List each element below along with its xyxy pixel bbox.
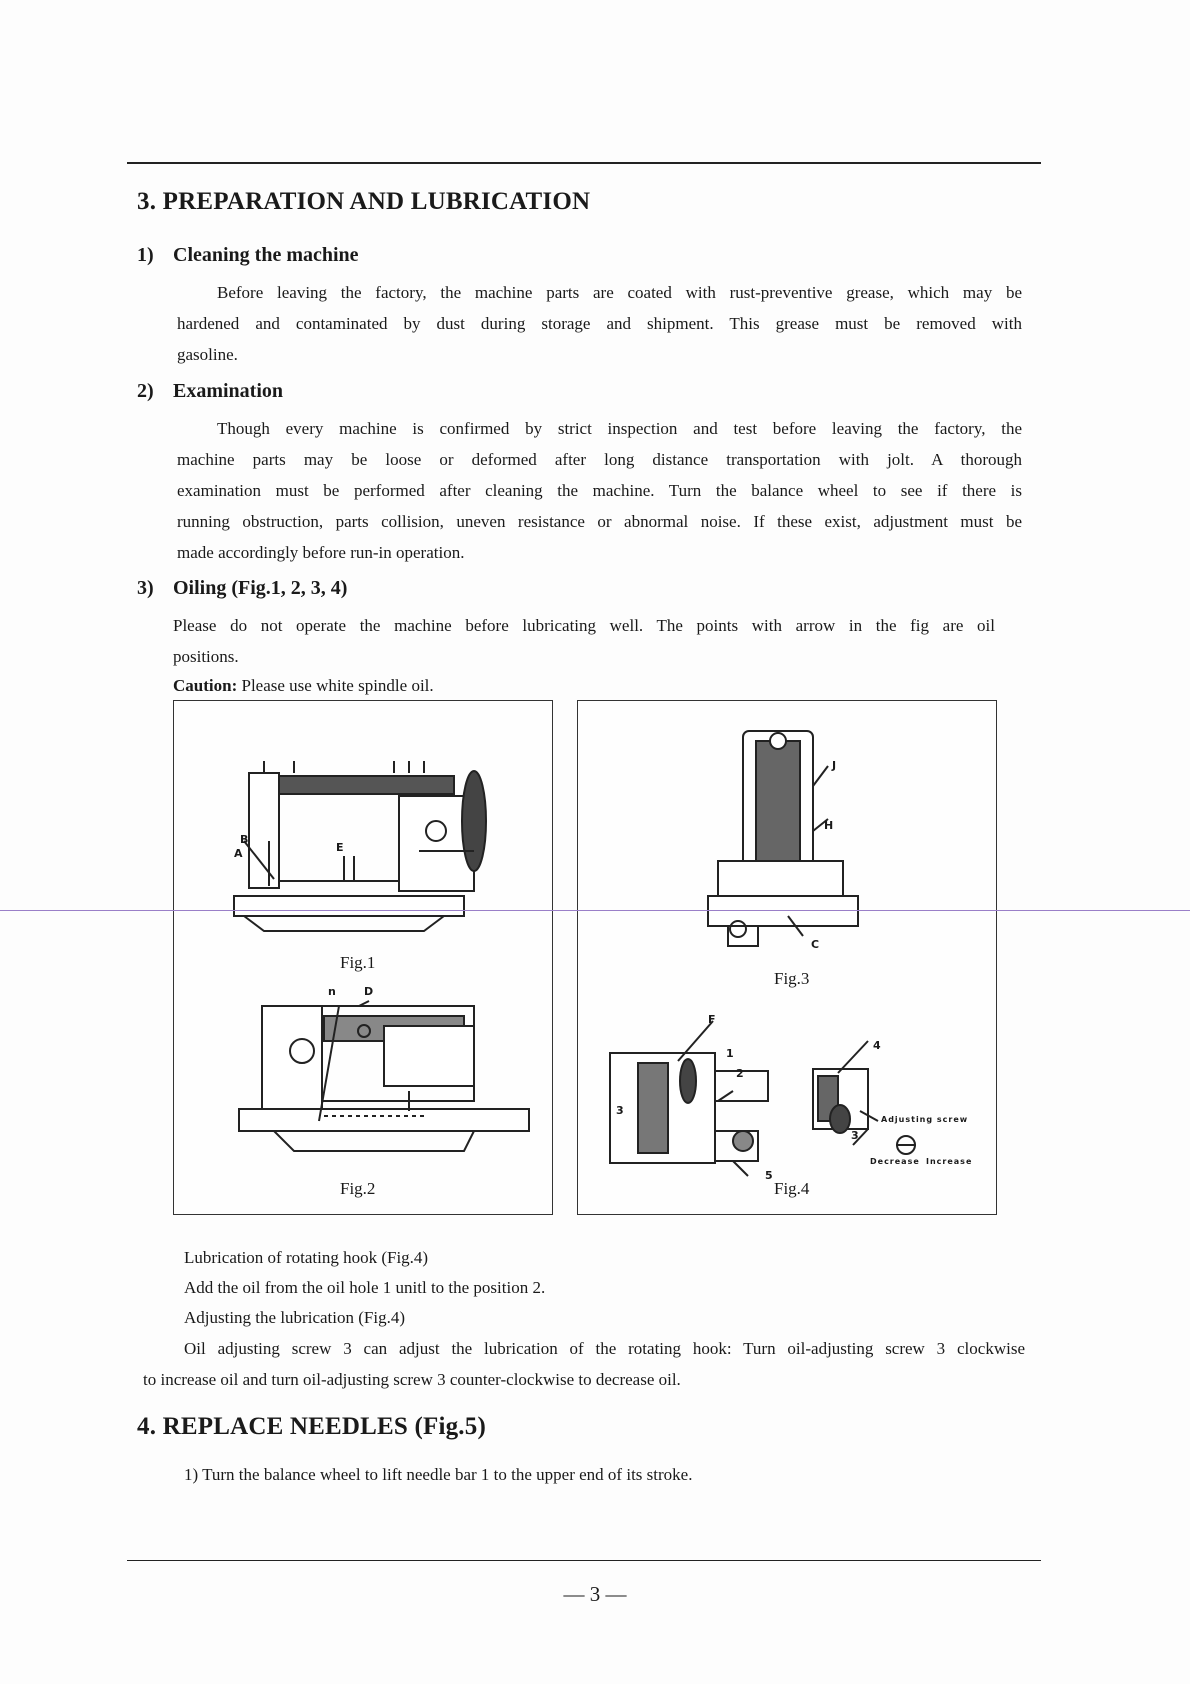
figure-label-fig3: Fig.3	[774, 969, 810, 988]
callout-decrease: Decrease	[870, 1157, 920, 1166]
paragraph-line: running obstruction, parts collision, uneven resistance or abnormal noise. If these exist, adjustment must be	[177, 512, 1022, 531]
lubrication-line-2: Add the oil from the oil hole 1 unitl to the position 2.	[184, 1278, 546, 1297]
subsection-heading-oiling	[137, 577, 347, 600]
cleaning-paragraph	[177, 277, 1022, 370]
callout-3-left: 3	[616, 1104, 624, 1117]
paragraph-line: machine parts may be loose or deformed after long distance transportation with jolt. A thorough	[177, 450, 1022, 469]
paragraph-line: Though every machine is confirmed by strict inspection and test before leaving the factory, the	[217, 419, 1022, 438]
machine-illustration-fig3-fig4	[578, 701, 996, 1214]
oiling-paragraph	[173, 610, 995, 672]
paragraph-line: hardened and contaminated by dust during storage and shipment. This grease must be removed with	[177, 314, 1022, 333]
subsection-number: 2)	[137, 380, 154, 402]
callout-increase: Increase	[926, 1157, 973, 1166]
subsection-heading-examination	[137, 380, 283, 403]
caution-label: Caution:	[173, 676, 238, 695]
subsection-title: Cleaning the machine	[173, 244, 359, 266]
scan-artifact-line	[0, 910, 1190, 911]
caution-note	[173, 676, 434, 696]
paragraph-line: to increase oil and turn oil-adjusting screw 3 counter-clockwise to decrease oil.	[143, 1370, 681, 1389]
paragraph-line: gasoline.	[177, 345, 238, 364]
callout-j: J	[832, 759, 837, 772]
figure-label-fig4: Fig.4	[774, 1179, 810, 1198]
callout-1: 1	[726, 1047, 734, 1060]
caution-text: Please use white spindle oil.	[237, 676, 434, 695]
subsection-number: 1)	[137, 244, 154, 266]
callout-e: E	[336, 841, 344, 854]
callout-f: F	[708, 1013, 716, 1026]
callout-h: H	[824, 819, 834, 832]
paragraph-line: positions.	[173, 647, 239, 666]
bottom-rule	[127, 1560, 1041, 1561]
figure-box-left	[173, 700, 553, 1215]
paragraph-line: Oil adjusting screw 3 can adjust the lubrication of the rotating hook: Turn oil-adjusting screw 3 clockwise	[184, 1339, 1025, 1358]
paragraph-line: examination must be performed after cleaning the machine. Turn the balance wheel to see if there is	[177, 481, 1022, 500]
callout-adjusting-screw: Adjusting screw	[881, 1115, 969, 1124]
figure-box-right	[577, 700, 997, 1215]
subsection-number: 3)	[137, 577, 154, 599]
subsection-heading-cleaning	[137, 244, 359, 267]
replace-needles-step-1: 1) Turn the balance wheel to lift needle bar 1 to the upper end of its stroke.	[184, 1465, 693, 1484]
page-number: — 3 —	[563, 1582, 627, 1606]
subsection-title: Examination	[173, 380, 284, 402]
paragraph-line: made accordingly before run-in operation.	[177, 543, 465, 562]
paragraph-line: Please do not operate the machine before lubricating well. The points with arrow in the fig are oil	[173, 616, 995, 635]
lubrication-line-1: Lubrication of rotating hook (Fig.4)	[184, 1248, 429, 1267]
callout-b: B	[240, 833, 249, 846]
callout-3: 3	[851, 1129, 859, 1142]
callout-4: 4	[873, 1039, 881, 1052]
lubrication-paragraph	[143, 1333, 1025, 1395]
callout-2: 2	[736, 1067, 744, 1080]
callout-d: D	[364, 985, 374, 998]
callout-a: A	[234, 847, 243, 860]
paragraph-line: Before leaving the factory, the machine parts are coated with rust-preventive grease, which may be	[217, 283, 1022, 302]
figure-label-fig2: Fig.2	[340, 1179, 376, 1198]
callout-5: 5	[765, 1169, 773, 1182]
callout-c: C	[811, 938, 820, 951]
callout-n: n	[328, 985, 336, 998]
section-title-preparation: 3. PREPARATION AND LUBRICATION	[137, 188, 591, 215]
examination-paragraph	[177, 413, 1022, 568]
top-rule	[127, 162, 1041, 164]
lubrication-line-3: Adjusting the lubrication (Fig.4)	[184, 1308, 405, 1327]
subsection-title: Oiling (Fig.1, 2, 3, 4)	[173, 577, 348, 599]
section-title-replace-needles: 4. REPLACE NEEDLES (Fig.5)	[137, 1413, 486, 1440]
figure-label-fig1: Fig.1	[340, 953, 376, 972]
